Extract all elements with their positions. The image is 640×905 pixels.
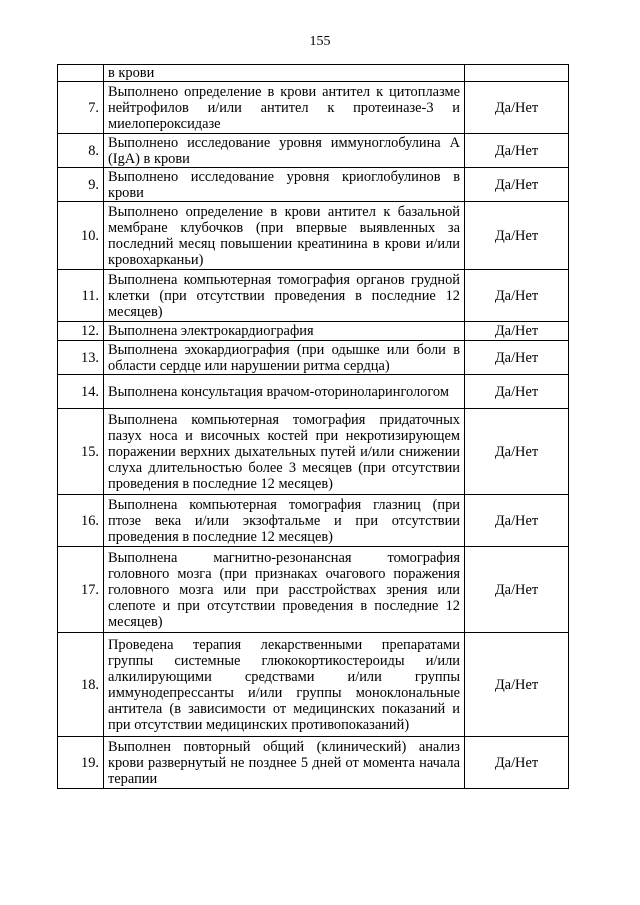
row-number: 13. xyxy=(58,341,104,375)
table-row xyxy=(58,495,569,547)
row-number: 19. xyxy=(58,737,104,789)
table-row xyxy=(58,134,569,168)
row-answer: Да/Нет xyxy=(465,737,569,789)
row-answer: Да/Нет xyxy=(465,270,569,322)
row-description: Выполнено исследование уровня иммуноглобулина A (IgA) в крови xyxy=(104,134,465,168)
row-description: Выполнено исследование уровня криоглобулинов в крови xyxy=(104,168,465,202)
row-description: Выполнена компьютерная томография органов грудной клетки (при отсутствии проведения в последние 12 месяцев) xyxy=(104,270,465,322)
table-row xyxy=(58,322,569,341)
row-answer: Да/Нет xyxy=(465,409,569,495)
row-number: 7. xyxy=(58,82,104,134)
row-answer: Да/Нет xyxy=(465,168,569,202)
row-answer: Да/Нет xyxy=(465,202,569,270)
row-description: Выполнено определение в крови антител к базальной мембране клубочков (при впервые выявленных за последний месяц повышении креатинина в крови и/или кровохарканьи) xyxy=(104,202,465,270)
row-number: 18. xyxy=(58,633,104,737)
page-number: 155 xyxy=(309,34,331,49)
row-number: 8. xyxy=(58,134,104,168)
table-row xyxy=(58,341,569,375)
table-row xyxy=(58,375,569,409)
row-description: Выполнена электрокардиография xyxy=(104,322,465,341)
criteria-table xyxy=(57,64,569,789)
table-row xyxy=(58,270,569,322)
row-answer: Да/Нет xyxy=(465,82,569,134)
row-number: 14. xyxy=(58,375,104,409)
row-description: Выполнена эхокардиография (при одышке или боли в области сердце или нарушении ритма сердца) xyxy=(104,341,465,375)
table-row xyxy=(58,168,569,202)
row-number: 15. xyxy=(58,409,104,495)
table-row xyxy=(58,65,569,82)
row-number: 9. xyxy=(58,168,104,202)
row-answer: Да/Нет xyxy=(465,375,569,409)
row-answer: Да/Нет xyxy=(465,341,569,375)
table-row xyxy=(58,409,569,495)
row-number: 10. xyxy=(58,202,104,270)
table-row xyxy=(58,202,569,270)
row-answer: Да/Нет xyxy=(465,633,569,737)
table-row xyxy=(58,633,569,737)
row-description: Выполнена магнитно-резонансная томография головного мозга (при признаках очагового поражения головного мозга или при расстройствах зрения или слепоте и при отсутствии проведения в последние 12 месяцев) xyxy=(104,547,465,633)
row-description: Выполнена консультация врачом-оториноларингологом xyxy=(104,375,465,409)
row-description: Выполнена компьютерная томография глазниц (при птозе века и/или экзофтальме и при отсутствии проведения в последние 12 месяцев) xyxy=(104,495,465,547)
row-number xyxy=(58,65,104,82)
row-description: Проведена терапия лекарственными препаратами группы системные глюкокортикостероиды и/или алкилирующими средствами и/или группы иммунодепрессанты и/или группы моноклональные антитела (в зависимости от медицинских показаний и при отсутствии медицинских противопоказаний) xyxy=(104,633,465,737)
row-description: Выполнено определение в крови антител к цитоплазме нейтрофилов и/или антител к протеиназе-3 и миелопероксидазе xyxy=(104,82,465,134)
table-row xyxy=(58,547,569,633)
row-answer: Да/Нет xyxy=(465,322,569,341)
row-number: 17. xyxy=(58,547,104,633)
row-description: Выполнена компьютерная томография придаточных пазух носа и височных костей при некротизирующем поражении верхних дыхательных путей и/или снижении слуха длительностью более 3 месяцев (при отсутствии проведения в последние 12 месяцев) xyxy=(104,409,465,495)
row-number: 11. xyxy=(58,270,104,322)
row-number: 16. xyxy=(58,495,104,547)
table-row xyxy=(58,82,569,134)
row-description: в крови xyxy=(104,65,465,82)
row-answer: Да/Нет xyxy=(465,495,569,547)
table-row xyxy=(58,737,569,789)
row-answer: Да/Нет xyxy=(465,134,569,168)
row-description: Выполнен повторный общий (клинический) анализ крови развернутый не позднее 5 дней от момента начала терапии xyxy=(104,737,465,789)
row-answer: Да/Нет xyxy=(465,547,569,633)
row-number: 12. xyxy=(58,322,104,341)
row-answer xyxy=(465,65,569,82)
